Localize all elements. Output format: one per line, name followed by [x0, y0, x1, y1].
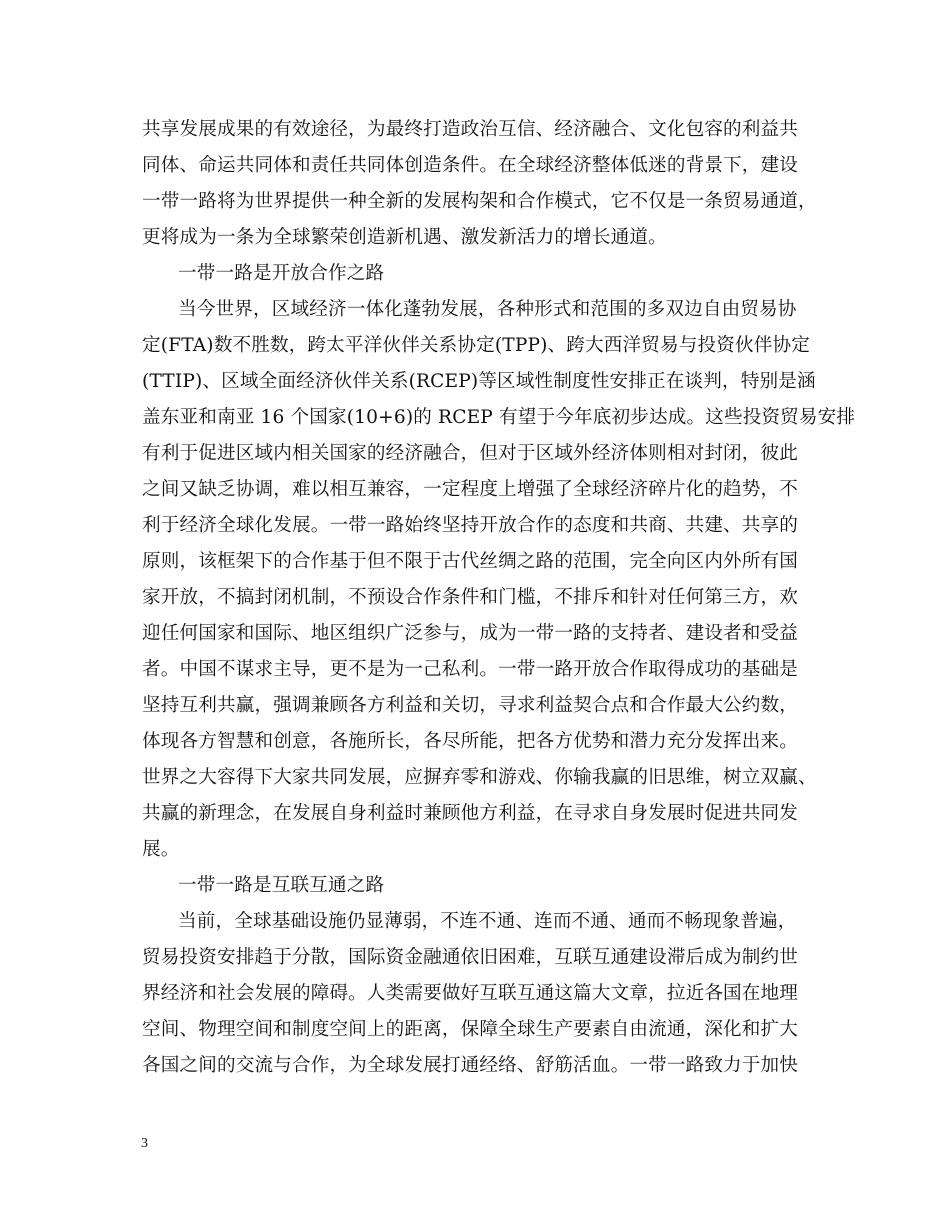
page-number: 3: [141, 1136, 148, 1151]
text-line: 家开放，不搞封闭机制，不预设合作条件和门槛，不排斥和针对任何第三方，欢: [142, 587, 799, 608]
text-line: 界经济和社会发展的障碍。人类需要做好互联互通这篇大文章，拉近各国在地理: [142, 983, 799, 1004]
paragraph-start: 当前，全球基础设施仍显薄弱，不连不通、连而不通、通而不畅现象普遍，: [178, 911, 797, 932]
text-line: 盖东亚和南亚 16 个国家(10+6)的 RCEP 有望于今年底初步达成。这些投资贸易安排: [142, 407, 856, 428]
text-line: 一带一路将为世界提供一种全新的发展构架和合作模式，它不仅是一条贸易通道，: [142, 191, 817, 212]
text-line: 定(FTA)数不胜数，跨太平洋伙伴关系协定(TPP)、跨大西洋贸易与投资伙伴协定: [142, 335, 810, 356]
text-line: 坚持互利共赢，强调兼顾各方利益和关切，寻求利益契合点和合作最大公约数，: [142, 695, 799, 716]
text-line: 原则，该框架下的合作基于但不限于古代丝绸之路的范围，完全向区内外所有国: [142, 551, 799, 572]
text-line: 世界之大容得下大家共同发展，应摒弃零和游戏、你输我赢的旧思维，树立双赢、: [142, 767, 817, 788]
text-line: 之间又缺乏协调，难以相互兼容，一定程度上增强了全球经济碎片化的趋势，不: [142, 479, 799, 500]
text-line: 利于经济全球化发展。一带一路始终坚持开放合作的态度和共商、共建、共享的: [142, 515, 799, 536]
text-line: 迎任何国家和国际、地区组织广泛参与，成为一带一路的支持者、建设者和受益: [142, 623, 799, 644]
section-heading: 一带一路是互联互通之路: [178, 875, 385, 896]
text-line: 有利于促进区域内相关国家的经济融合，但对于区域外经济体则相对封闭，彼此: [142, 443, 799, 464]
text-line: 者。中国不谋求主导，更不是为一己私利。一带一路开放合作取得成功的基础是: [142, 659, 799, 680]
text-line: 共赢的新理念，在发展自身利益时兼顾他方利益，在寻求自身发展时促进共同发: [142, 803, 799, 824]
text-line: 各国之间的交流与合作，为全球发展打通经络、舒筋活血。一带一路致力于加快: [142, 1055, 799, 1076]
text-line: 空间、物理空间和制度空间上的距离，保障全球生产要素自由流通，深化和扩大: [142, 1019, 799, 1040]
text-line: 体现各方智慧和创意，各施所长，各尽所能，把各方优势和潜力充分发挥出来。: [142, 731, 799, 752]
text-line: 展。: [142, 839, 180, 860]
paragraph-start: 当今世界，区域经济一体化蓬勃发展，各种形式和范围的多双边自由贸易协: [178, 299, 797, 320]
text-line: 更将成为一条为全球繁荣创造新机遇、激发新活力的增长通道。: [142, 227, 667, 248]
text-line: (TTIP)、区域全面经济伙伴关系(RCEP)等区域性制度性安排正在谈判，特别是涵: [142, 371, 816, 392]
text-line: 同体、命运共同体和责任共同体创造条件。在全球经济整体低迷的背景下，建设: [142, 155, 799, 176]
text-line: 贸易投资安排趋于分散，国际资金融通依旧困难，互联互通建设滞后成为制约世: [142, 947, 799, 968]
section-heading: 一带一路是开放合作之路: [178, 263, 385, 284]
text-line: 共享发展成果的有效途径，为最终打造政治互信、经济融合、文化包容的利益共: [142, 119, 799, 140]
body-text: [142, 112, 856, 1084]
